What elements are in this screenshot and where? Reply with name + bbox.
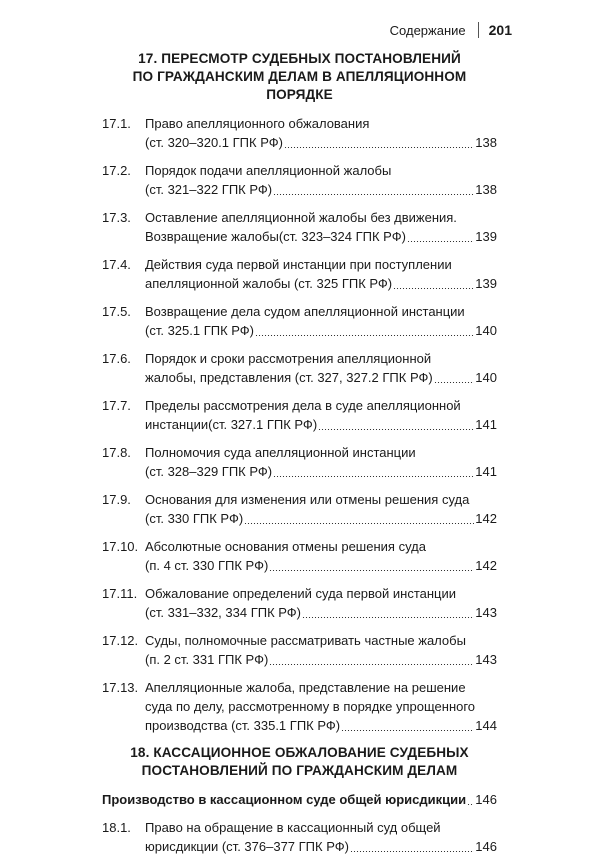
toc-entry[interactable]: [102, 208, 497, 246]
entry-number: 17.3.: [102, 210, 131, 225]
dot-leader: [318, 429, 474, 430]
toc-entry[interactable]: [102, 302, 497, 340]
chapter-18-title: 18. КАССАЦИОННОЕ ОБЖАЛОВАНИЕ СУДЕБНЫХ ПОСТАНОВЛЕНИЙ ПО ГРАЖДАНСКИМ ДЕЛАМ: [130, 745, 469, 778]
entry-title-line: Порядок и сроки рассмотрения апелляционной: [145, 351, 432, 366]
entry-page: 138: [475, 182, 497, 197]
toc-entry[interactable]: [102, 537, 497, 575]
entry-number: 17.4.: [102, 257, 131, 272]
entry-number: 17.10.: [102, 539, 139, 554]
toc-entry[interactable]: [102, 631, 497, 669]
toc-entry[interactable]: [102, 255, 497, 293]
toc-entry[interactable]: [102, 161, 497, 199]
entry-title-line: инстанции(ст. 327.1 ГПК РФ): [145, 417, 318, 432]
entry-title-line: Абсолютные основания отмены решения суда: [145, 539, 426, 554]
entry-number: 17.7.: [102, 398, 131, 413]
entry-title-line: (ст. 325.1 ГПК РФ): [145, 323, 255, 338]
toc-subsection[interactable]: [102, 790, 497, 809]
header-divider: [478, 22, 479, 38]
entry-page: 141: [475, 417, 497, 432]
dot-leader: [244, 523, 474, 524]
dot-leader: [350, 851, 474, 852]
toc-entry[interactable]: [102, 490, 497, 528]
dot-leader: [341, 730, 474, 731]
entry-title-line: Оставление апелляционной жалобы без движения.: [145, 210, 457, 225]
entry-title-line: Апелляционные жалоба, представление на решение: [145, 680, 466, 695]
entry-number: 17.13.: [102, 680, 139, 695]
entry-number: 17.9.: [102, 492, 131, 507]
subsection-label: Производство в кассационном суде общей юрисдикции: [102, 792, 467, 807]
toc-entry[interactable]: [102, 678, 497, 735]
entry-title-line: (ст. 330 ГПК РФ): [145, 511, 244, 526]
entry-page: 140: [475, 370, 497, 385]
dot-leader: [255, 335, 474, 336]
dot-leader: [393, 288, 474, 289]
dot-leader: [269, 570, 474, 571]
entry-page: 140: [475, 323, 497, 338]
dot-leader: [434, 382, 475, 383]
entry-number: 17.1.: [102, 116, 131, 131]
toc-entry[interactable]: [102, 443, 497, 481]
entry-title-line: Возвращение дела судом апелляционной инстанции: [145, 304, 465, 319]
chapter-17-entries: [102, 114, 497, 735]
entry-number: 17.6.: [102, 351, 131, 366]
entry-title-line: (ст. 331–332, 334 ГПК РФ): [145, 605, 302, 620]
entry-title-line: Возвращение жалобы(ст. 323–324 ГПК РФ): [145, 229, 406, 244]
entry-title-line: Действия суда первой инстанции при поступлении: [145, 257, 452, 272]
entry-number: 17.8.: [102, 445, 131, 460]
entry-title-line: суда по делу, рассмотренному в порядке упрощенного: [145, 699, 476, 714]
entry-number: 17.5.: [102, 304, 131, 319]
dot-leader: [302, 617, 474, 618]
entry-title-line: Право апелляционного обжалования: [145, 116, 370, 131]
subsection-page: 146: [475, 792, 497, 807]
entry-title-line: апелляционной жалобы (ст. 325 ГПК РФ): [145, 276, 393, 291]
page-number: 201: [488, 22, 512, 38]
entry-page: 142: [475, 511, 497, 526]
toc-entry[interactable]: [102, 818, 497, 856]
entry-page: 143: [475, 652, 497, 667]
entry-title-line: Право на обращение в кассационный суд общей: [145, 820, 441, 835]
entry-title-line: Пределы рассмотрения дела в суде апелляционной: [145, 398, 461, 413]
entry-number: 17.2.: [102, 163, 131, 178]
entry-page: 139: [475, 276, 497, 291]
toc-entry[interactable]: [102, 114, 497, 152]
toc-entry[interactable]: [102, 584, 497, 622]
dot-leader: [284, 147, 474, 148]
entry-title-line: (п. 2 ст. 331 ГПК РФ): [145, 652, 269, 667]
chapter-18-entries: [102, 818, 497, 856]
entry-number: 17.11.: [102, 586, 138, 601]
entry-title-line: Полномочия суда апелляционной инстанции: [145, 445, 416, 460]
entry-page: 138: [475, 135, 497, 150]
running-header: [390, 22, 512, 38]
dot-leader: [407, 241, 474, 242]
toc-content: [102, 50, 497, 865]
entry-number: 18.1.: [102, 820, 131, 835]
toc-entry[interactable]: [102, 349, 497, 387]
chapter-17-title: 17. ПЕРЕСМОТР СУДЕБНЫХ ПОСТАНОВЛЕНИЙ ПО ГРАЖДАНСКИМ ДЕЛАМ В АПЕЛЛЯЦИОННОМ ПОРЯДКЕ: [132, 51, 467, 102]
entry-page: 139: [475, 229, 497, 244]
entry-title-line: (п. 4 ст. 330 ГПК РФ): [145, 558, 269, 573]
entry-title-line: Обжалование определений суда первой инстанции: [145, 586, 457, 601]
dot-leader: [269, 664, 474, 665]
entry-title-line: юрисдикции (ст. 376–377 ГПК РФ): [145, 839, 349, 854]
entry-title-line: производства (ст. 335.1 ГПК РФ): [145, 718, 341, 733]
dot-leader: [273, 194, 474, 195]
entry-title-line: Основания для изменения или отмены решения суда: [145, 492, 470, 507]
entry-title-line: Порядок подачи апелляционной жалобы: [145, 163, 392, 178]
entry-title-line: Суды, полномочные рассматривать частные жалобы: [145, 633, 466, 648]
entry-page: 146: [475, 839, 497, 854]
entry-title-line: (ст. 321–322 ГПК РФ): [145, 182, 273, 197]
entry-page: 144: [475, 718, 497, 733]
entry-title-line: жалобы, представления (ст. 327, 327.2 ГПК РФ): [145, 370, 433, 385]
entry-title-line: (ст. 328–329 ГПК РФ): [145, 464, 273, 479]
header-section: Содержание: [389, 22, 466, 38]
entry-page: 141: [475, 464, 497, 479]
entry-page: 142: [475, 558, 497, 573]
dot-leader: [273, 476, 474, 477]
toc-entry[interactable]: [102, 396, 497, 434]
entry-title-line: (ст. 320–320.1 ГПК РФ): [145, 135, 283, 150]
dot-leader: [467, 804, 474, 805]
entry-page: 143: [475, 605, 497, 620]
entry-number: 17.12.: [102, 633, 139, 648]
